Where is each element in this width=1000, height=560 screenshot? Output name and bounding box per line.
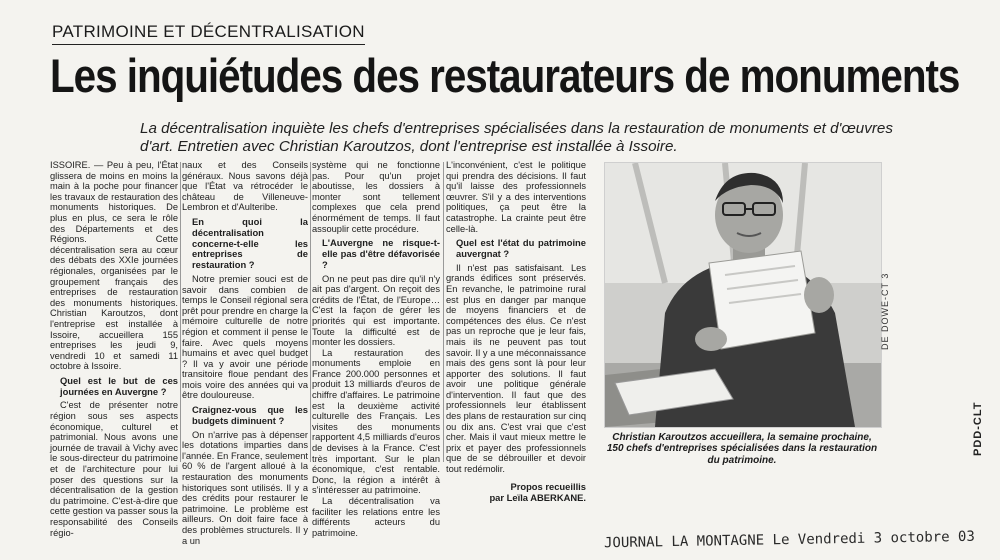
column-divider (180, 162, 181, 462)
paragraph: L'inconvénient, c'est le politique qui prendra des décisions. Il faut qu'il laisse des professionnels œuvrer. S'il y a des interventions politiques, ça peut être la catastrophe. La crainte peut être celle-là. (446, 160, 586, 234)
paragraph: On ne peut pas dire qu'il n'y ait pas d'argent. On reçoit des crédits de l'État, de l'Europe… C'est la façon de gérer les priorités qui est importante. Toute la difficulté est de monter les dossiers. (312, 273, 440, 348)
paragraph: La décentralisation va faciliter les relations entre les différents acteurs du patrimoine. (312, 496, 440, 538)
portrait-illustration (605, 163, 881, 427)
byline-line-1: Propos recueillis (510, 480, 586, 492)
lead-paragraph: La décentralisation inquiète les chefs d'entreprises spécialisées dans la restauration de monuments et d'œuvres d'art. Entretien avec Christian Karoutzos, dont l'entreprise est installée à Issoire. (140, 120, 893, 155)
interview-question: L'Auvergne ne risque-t-elle pas d'être défavorisée ? (322, 237, 440, 270)
column-divider (443, 162, 444, 462)
paragraph: C'est de présenter notre région sous ses aspects économique, culturel et patrimonial. Nous avons une journée de travail à Vichy avec le sous-directeur du patrimoine et de l'architecture pour lui poser des questions sur la décentralisation de la gestion du patrimoine. C'est-à-dire que cette gestion va passer sous la responsabilité des Conseils régio- (50, 400, 178, 538)
portrait-photo (604, 162, 882, 428)
paragraph: ISSOIRE. — Peu à peu, l'État glissera de moins en moins la main à la poche pour financer les travaux de restauration des monuments historiques. De plus en plus, ce sera le rôle des Départements et des Régions. Cette décentralisation sera au cœur des débats des XXIe journées régionales, organisées par le groupement français des entreprises de restauration des monuments historiques. Christian Karoutzos, dont l'entreprise est installée à Issoire, accueillera 155 entreprises les jeudi 9, vendredi 10 et samedi 11 octobre à Issoire. (50, 160, 178, 372)
paragraph: La restauration des monuments emploie en France 200.000 personnes et produit 13 milliards d'euros de chiffre d'affaires. Le patrimoine est la deuxième activité culturelle des Français. Les visites des monuments rapportent 4,5 milliards d'euros de devises à la France. C'est très important. Sur le plan économique, c'est rentable. Donc, la région a intérêt à s'intéresser au patrimoine. (312, 347, 440, 496)
paragraph: système qui ne fonctionne pas. Pour qu'un projet aboutisse, les dossiers à monter sont tellement complexes que cela prend énormément de temps. Il faut assouplir cette procédure. (312, 160, 440, 234)
paragraph: On n'arrive pas à dépenser les dotations imparties dans l'année. En France, seulement 60 % de l'argent alloué à la restauration des monuments historiques sont utilisés. Il y a des crédits pour restaurer le patrimoine. Le problème est ailleurs. On doit faire face à des problèmes structurels. Il y a un (182, 429, 308, 546)
article-column-4 (446, 160, 586, 503)
article-column-2 (182, 160, 308, 546)
photo-credit: DE DOWE-CT 3 (880, 272, 890, 350)
column-divider (310, 162, 311, 462)
photo-caption: Christian Karoutzos accueillera, la semaine prochaine, 150 chefs d'entreprises spécialisées dans la restauration du patrimoine. (606, 432, 878, 466)
interview-question: Quel est l'état du patrimoine auvergnat ? (456, 237, 586, 259)
article-column-3 (312, 160, 440, 538)
article-column-1 (50, 160, 178, 538)
interview-question: Quel est le but de ces journées en Auvergne ? (60, 374, 178, 397)
byline (446, 481, 586, 503)
paragraph: Il n'est pas satisfaisant. Les grands édifices sont préservés. En revanche, le patrimoine rural est plus en danger par manque de moyens financiers et de compétences des élus. Ce n'est pas un reproche que je leur fais, mais ils ne peuvent pas tout savoir. Il y a une méconnaissance mais des gens sont là pour leur apporter des solutions. Il faut avoir une politique générale d'intervention. Il faut que des professionnels leur établissent des plans de restauration sur cinq ou dix ans. C'est vrai que c'est cher. Mais il vaut mieux mettre le prix et payer des professionnels que de se débrouiller et devoir tout redémolir. (446, 262, 586, 475)
interview-question: Craignez-vous que les budgets diminuent ? (192, 404, 308, 426)
paragraph: Notre premier souci est de savoir dans combien de temps le Conseil régional sera prêt pour prendre en charge la mémoire culturelle de notre région et comment il pense le faire. Avec quels moyens humains et avec quel budget ? Il va y avoir une période transitoire floue pendant des mois voire des années qui va être douloureuse. (182, 273, 308, 401)
paragraph: naux et des Conseils généraux. Nous savons déjà que l'État va rétrocéder le château de Villeneuve-Lembron et d'Aulteribe. (182, 160, 308, 213)
archive-stamp: PDD-CLT (972, 401, 984, 456)
byline-author: par Leïla ABERKANE. (489, 491, 586, 503)
handwritten-source-note: JOURNAL LA MONTAGNE Le Vendredi 3 octobre 03 (603, 528, 975, 552)
interview-question: En quoi la décentralisation concerne-t-elle les entreprises de restauration ? (192, 215, 308, 271)
section-rubric: PATRIMOINE ET DÉCENTRALISATION (52, 22, 365, 45)
headline: Les inquiétudes des restaurateurs de monuments (50, 49, 960, 102)
